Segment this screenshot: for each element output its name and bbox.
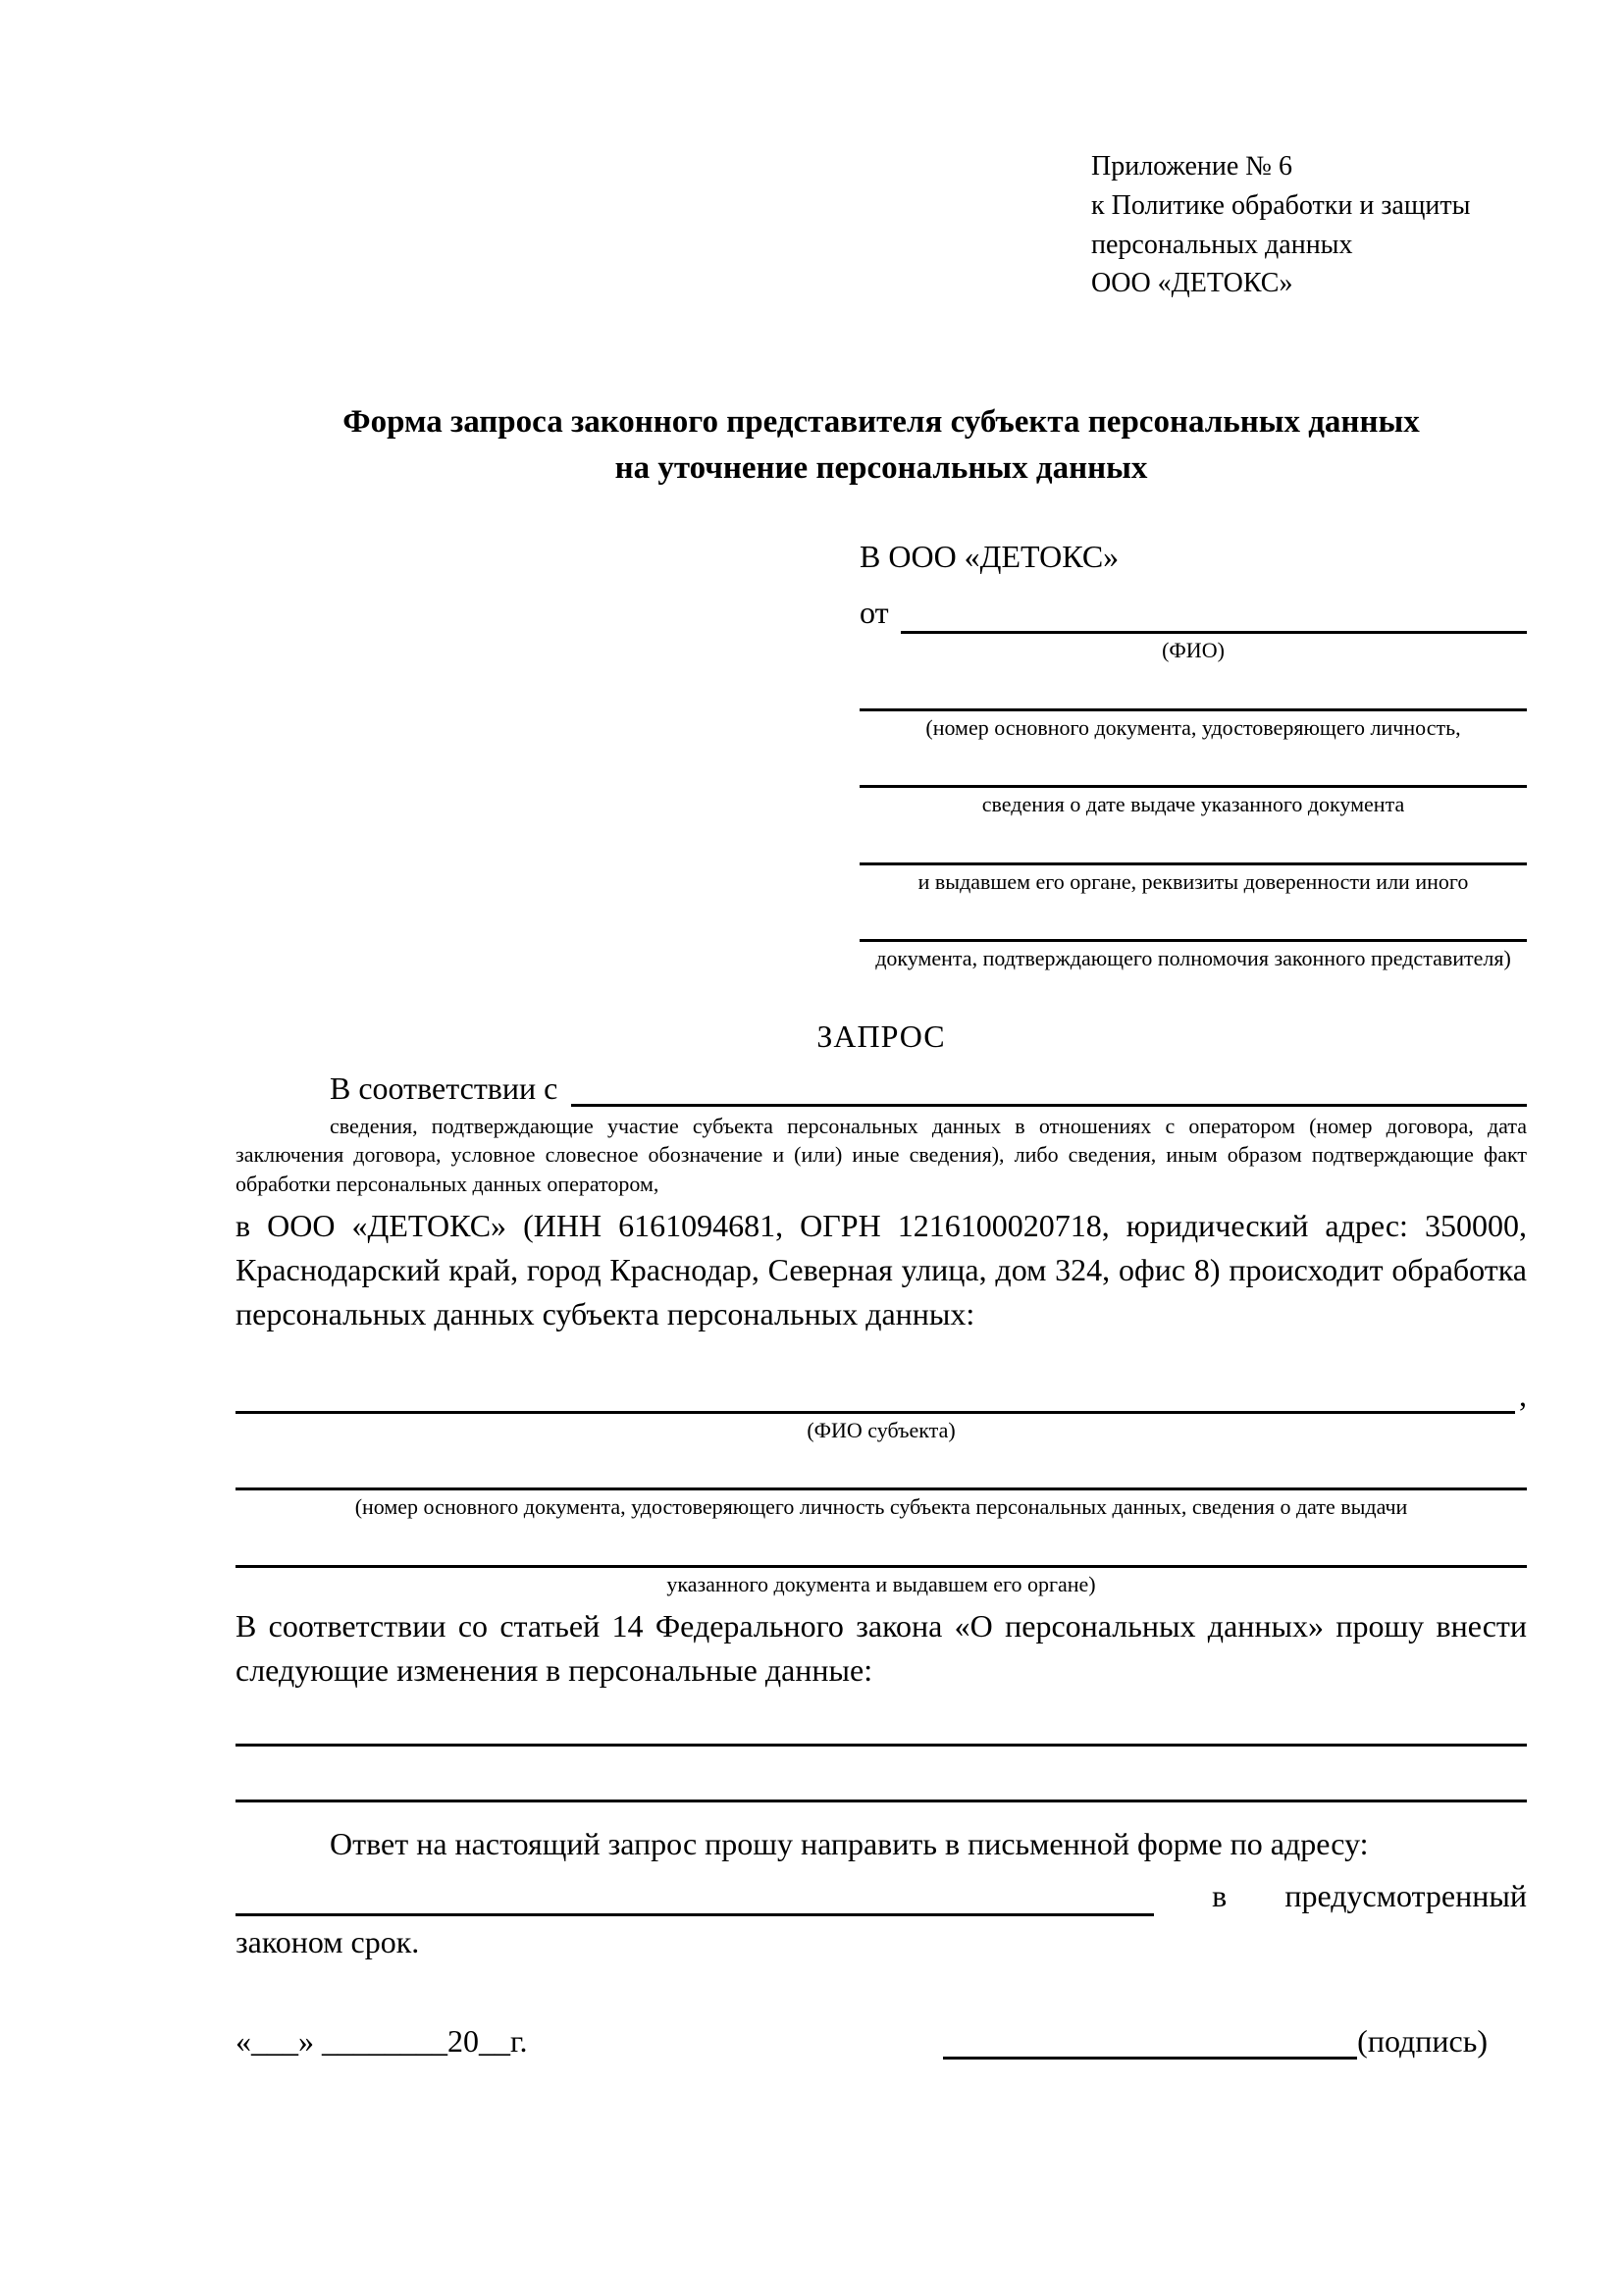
- signature-field-line: [943, 2021, 1357, 2060]
- subject-doc-field-line-1: [236, 1444, 1527, 1490]
- subject-fio-row: [236, 1378, 1527, 1414]
- doc-issuer-field-line: [860, 819, 1527, 865]
- date-blank: «___» ________20__г.: [236, 2023, 528, 2060]
- reply-paragraph: Ответ на настоящий запрос прошу направить в письменной форме по адресу:: [330, 1826, 1369, 1862]
- signoff-row: [236, 2021, 1527, 2060]
- doc-caption-1: (номер основного документа, удостоверяющего личность,: [925, 714, 1461, 740]
- reply-tail-word-1: в: [1212, 1877, 1228, 1913]
- intro-prefix: В соответствии с: [330, 1070, 558, 1106]
- subject-doc-caption-2: указанного документа и выдавшем его органе): [666, 1571, 1096, 1596]
- reply-address-row: [236, 1876, 1527, 1917]
- subject-doc-field-line-2: [236, 1522, 1527, 1568]
- doc-authority-field-line: [860, 896, 1527, 942]
- annex-line: к Политике обработки и защиты: [1091, 189, 1471, 221]
- addressee-block: [860, 537, 1527, 973]
- basis-field-line: [571, 1104, 1527, 1107]
- subject-fio-field-line: [236, 1411, 1515, 1414]
- addressee-to: В ООО «ДЕТОКС»: [860, 538, 1120, 574]
- intro-row: [236, 1070, 1527, 1107]
- intro-caption: сведения, подтверждающие участие субъекта персональных данных в отношениях с оператором (номер договора, дата заключения договора, условное словесное обозначение и (или) иные сведения), либо сведения, иным образом подтверждающие факт обработки персональных данных оператором,: [236, 1113, 1527, 1196]
- reply-address-field-line: [236, 1878, 1154, 1916]
- signature-caption: (подпись): [1357, 2023, 1488, 2060]
- doc-caption-3: и выдавшем его органе, реквизиты доверенности или иного: [917, 868, 1469, 894]
- law-paragraph: В соответствии со статьей 14 Федерального закона «О персональных данных» прошу внести следующие изменения в персональные данные:: [236, 1608, 1527, 1689]
- signature-group: [943, 2021, 1488, 2060]
- operator-paragraph: в ООО «ДЕТОКС» (ИНН 6161094681, ОГРН 1216100020718, юридический адрес: 350000, Краснодарский край, город Краснодар, Северная улица, дом 324, офис 8) происходит обработка персональных данных субъекта персональных данных:: [236, 1208, 1527, 1331]
- doc-number-field-line: [860, 665, 1527, 711]
- doc-caption-4: документа, подтверждающего полномочия законного представителя): [875, 946, 1511, 971]
- annex-line: ООО «ДЕТОКС»: [1091, 268, 1293, 299]
- annex-line: Приложение № 6: [1091, 151, 1292, 182]
- from-row: [860, 593, 1527, 634]
- reply-tail-word-2: предусмотренный: [1284, 1877, 1527, 1913]
- page-content: [236, 0, 1527, 2060]
- subject-doc-caption-1: (номер основного документа, удостоверяющего личность субъекта персональных данных, сведения о дате выдачи: [354, 1494, 1408, 1520]
- doc-issue-date-field-line: [860, 742, 1527, 788]
- request-heading: ЗАПРОС: [816, 1018, 946, 1054]
- from-fio-field-line: [901, 631, 1527, 634]
- fio-caption: (ФИО): [1162, 637, 1225, 662]
- reply-closing: законом срок.: [236, 1924, 420, 1960]
- from-label: от: [860, 595, 889, 631]
- subject-fio-caption: (ФИО субъекта): [807, 1417, 956, 1442]
- changes-field-line-1: [236, 1693, 1527, 1747]
- annex-line: персональных данных: [1091, 229, 1353, 260]
- page-title: [236, 399, 1527, 492]
- page-title-line-2: на уточнение персональных данных: [614, 449, 1148, 486]
- page-title-line-1: Форма запроса законного представителя субъекта персональных данных: [342, 404, 1420, 440]
- subject-line-suffix: ,: [1519, 1377, 1527, 1413]
- changes-field-line-2: [236, 1747, 1527, 1802]
- doc-caption-2: сведения о дате выдаче указанного документа: [981, 792, 1405, 817]
- annex-header: [1091, 147, 1527, 303]
